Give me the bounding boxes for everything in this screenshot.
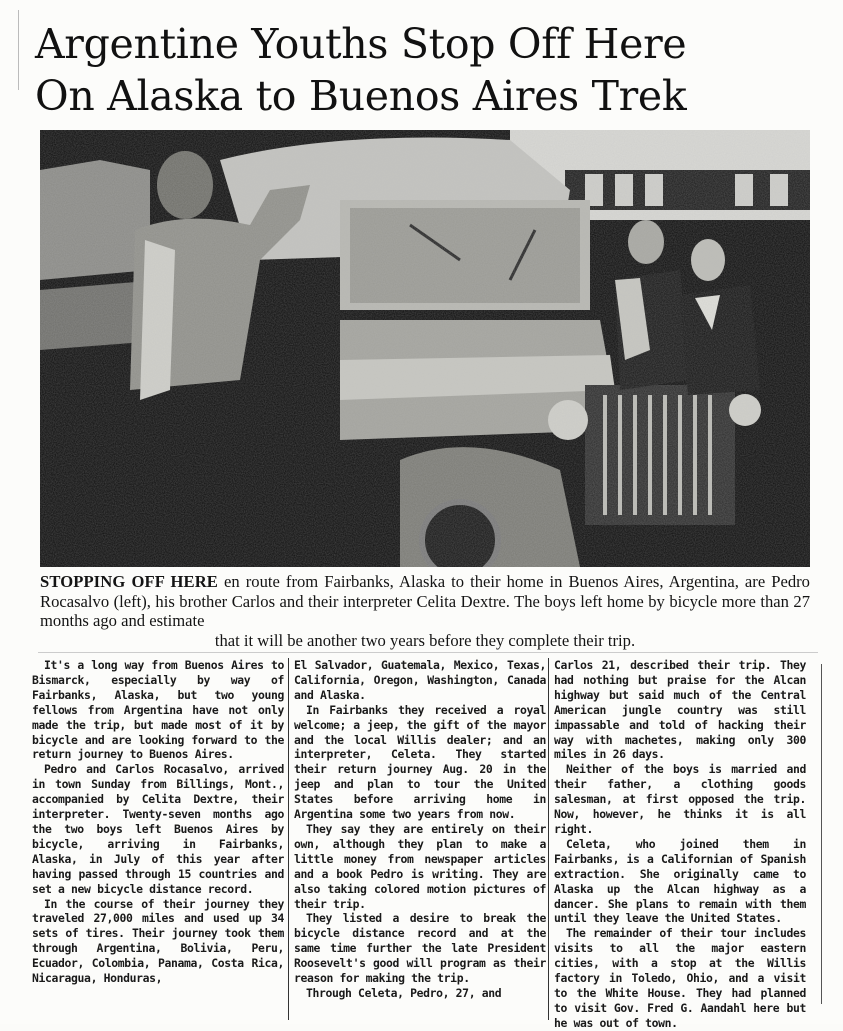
caption-body: en route from Fairbanks, Alaska to their home in Buenos Aires, Argentina, are Pedro Rocasalvo (left), his brother Carlos and their interpreter Celita Dextre. The boys left home by bicycle more than 27 months ago and estimate xyxy=(40,572,810,630)
article-body xyxy=(32,658,824,1030)
paragraph: They listed a desire to break the bicycle distance record and at the same time further the late President Roosevelt's good will program as their reason for making the trip. xyxy=(294,911,546,986)
caption-lead: STOPPING OFF HERE xyxy=(40,572,218,591)
paragraph: Neither of the boys is married and their father, a clothing goods salesman, at first opposed the trip. Now, however, he thinks it is all right. xyxy=(554,762,806,836)
headline-line-2: On Alaska to Buenos Aires Trek xyxy=(35,72,687,120)
paragraph: It's a long way from Buenos Aires to Bismarck, especially by way of Fairbanks, Alaska, but two young fellows from Argentina have not only made the trip, but made most of it by bicycle and are looking forward to the return journey to Buenos Aires. xyxy=(32,658,284,762)
paragraph: Through Celeta, Pedro, 27, and xyxy=(306,985,502,1000)
jeep-photo-illustration xyxy=(40,130,810,567)
paragraph: They say they are entirely on their own, although they plan to make a little money from newspaper articles and a book Pedro is writing. They are also taking colored motion pictures of their trip. xyxy=(294,821,546,911)
column-1 xyxy=(32,658,284,1018)
caption-last-line: that it will be another two years before they complete their trip. xyxy=(214,630,636,650)
paragraph: In Fairbanks they received a royal welcome; a jeep, the gift of the mayor and the local Willis dealer; and an interpreter, Celeta. They started their return journey Aug. 20 in the jeep and plan to tour the United States before arriving home in Argentina some two years from now. xyxy=(294,702,546,822)
headline xyxy=(35,18,815,122)
column-divider xyxy=(821,664,822,1004)
headline-line-1: Argentine Youths Stop Off Here xyxy=(35,20,687,68)
paragraph: In the course of their journey they traveled 27,000 miles and used up 34 sets of tires. Their journey took them through Argentina, Bolivia, Peru, Ecuador, Colombia, Panama, Costa Rica, Nicaragua, Honduras, xyxy=(32,896,284,986)
margin-rule xyxy=(18,10,19,90)
paragraph: The remainder of their tour includes visits to all the major eastern cities, with a stop at the Willis factory in Toledo, Ohio, and a visit to the White House. They had planned to visit Gov. Fred G. Aandahl here but he was out of town. xyxy=(554,926,806,1030)
news-photo xyxy=(40,130,810,567)
column-3 xyxy=(554,658,806,1030)
caption-divider xyxy=(38,652,818,653)
paragraph-continuation: El Salvador, Guatemala, Mexico, Texas, California, Oregon, Washington, Canada and Alaska. xyxy=(294,658,546,702)
paragraph: Celeta, who joined them in Fairbanks, is a Californian of Spanish extraction. She originally came to Alaska up the Alcan highway as a dancer. She plans to remain with them until they leave the United States. xyxy=(554,836,806,926)
column-2 xyxy=(294,658,546,1018)
column-divider xyxy=(548,658,549,1020)
photo-caption xyxy=(40,572,810,650)
paragraph: Pedro and Carlos Rocasalvo, arrived in town Sunday from Billings, Mont., accompanied by Celita Dextre, their interpreter. Twenty-seven months ago the two boys left Buenos Aires by bicycle, arriving in Fairbanks, Alaska, in July of this year after having passed through 15 countries and set a new bicycle distance record. xyxy=(32,762,284,896)
paragraph-continuation: Carlos 21, described their trip. They had nothing but praise for the Alcan highway but said much of the Central American jungle country was still impassable and told of hacking their way with machetes, making only 300 miles in 26 days. xyxy=(554,658,806,762)
column-divider xyxy=(288,658,289,1020)
